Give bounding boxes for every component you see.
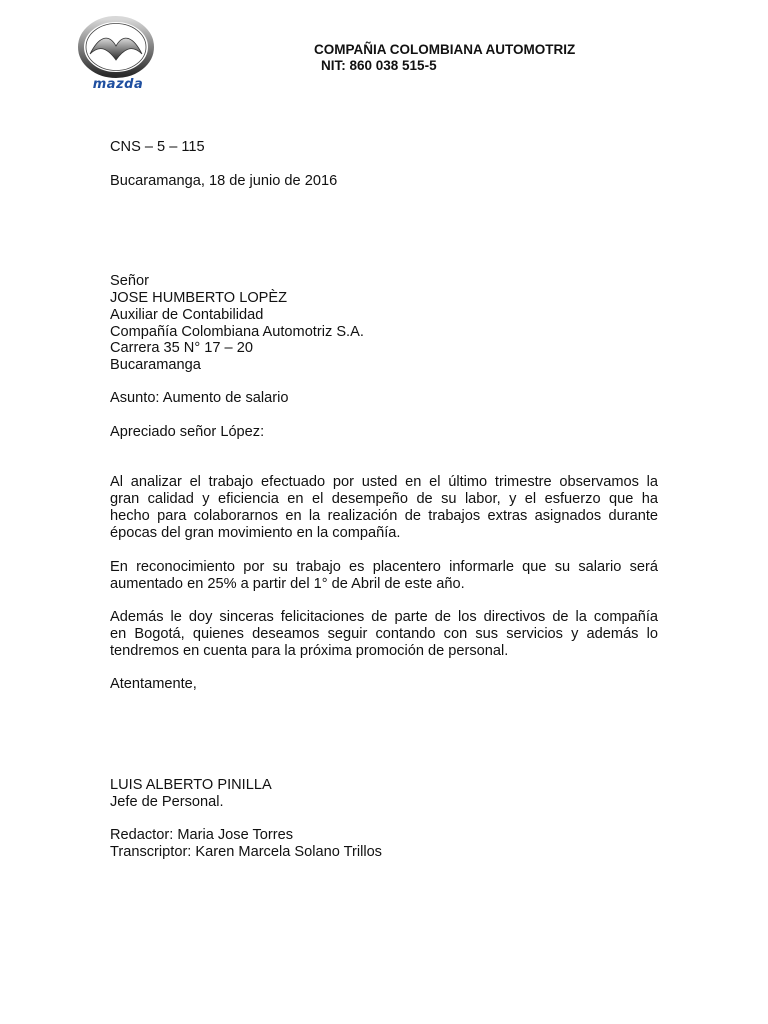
signer-title: Jefe de Personal. [110, 794, 224, 810]
paragraph-line: En reconocimiento por su trabajo es placentero informarle que su salario será [110, 559, 658, 575]
recipient-city: Bucaramanga [110, 357, 201, 373]
body-paragraph-3 [110, 609, 658, 660]
greeting: Apreciado señor López: [110, 424, 265, 440]
paragraph-line: Al analizar el trabajo efectuado por usted en el último trimestre observamos la [110, 474, 658, 490]
signer-name: LUIS ALBERTO PINILLA [110, 777, 272, 793]
recipient-title: Señor [110, 273, 149, 289]
paragraph-line: aumentado en 25% a partir del 1° de Abril de este año. [110, 576, 465, 592]
recipient-company: Compañía Colombiana Automotriz S.A. [110, 324, 364, 340]
subject-line: Asunto: Aumento de salario [110, 390, 289, 406]
paragraph-line: tendremos en cuenta para la próxima promoción de personal. [110, 643, 509, 659]
paragraph-line: hecho para colaborarnos en la realización de trabajos extras asignados durante [110, 508, 658, 524]
company-nit: NIT: 860 038 515-5 [321, 58, 437, 73]
paragraph-line: en Bogotá, quienes deseamos seguir contando con sus servicios y además lo [110, 626, 658, 642]
recipient-name: JOSE HUMBERTO LOPÈZ [110, 290, 288, 306]
transcriptor-line: Transcriptor: Karen Marcela Solano Trillos [110, 844, 382, 860]
body-paragraph-2 [110, 559, 658, 593]
redactor-line: Redactor: Maria Jose Torres [110, 827, 294, 843]
body-paragraph-1 [110, 474, 658, 542]
brand-wordmark: mazda [92, 77, 144, 92]
recipient-position: Auxiliar de Contabilidad [110, 307, 264, 323]
paragraph-line: Además le doy sinceras felicitaciones de parte de los directivos de la compañía [110, 609, 658, 625]
place-date: Bucaramanga, 18 de junio de 2016 [110, 173, 338, 189]
closing: Atentamente, [110, 676, 197, 692]
company-name: COMPAÑIA COLOMBIANA AUTOMOTRIZ [314, 42, 576, 57]
reference-code: CNS – 5 – 115 [110, 139, 205, 155]
paragraph-line: épocas del gran movimiento en la compañía. [110, 525, 401, 541]
mazda-emblem-icon [78, 16, 154, 78]
recipient-address: Carrera 35 N° 17 – 20 [110, 340, 253, 356]
paragraph-line: gran calidad y eficiencia en el desempeño de su labor, y el esfuerzo que ha [110, 491, 658, 507]
